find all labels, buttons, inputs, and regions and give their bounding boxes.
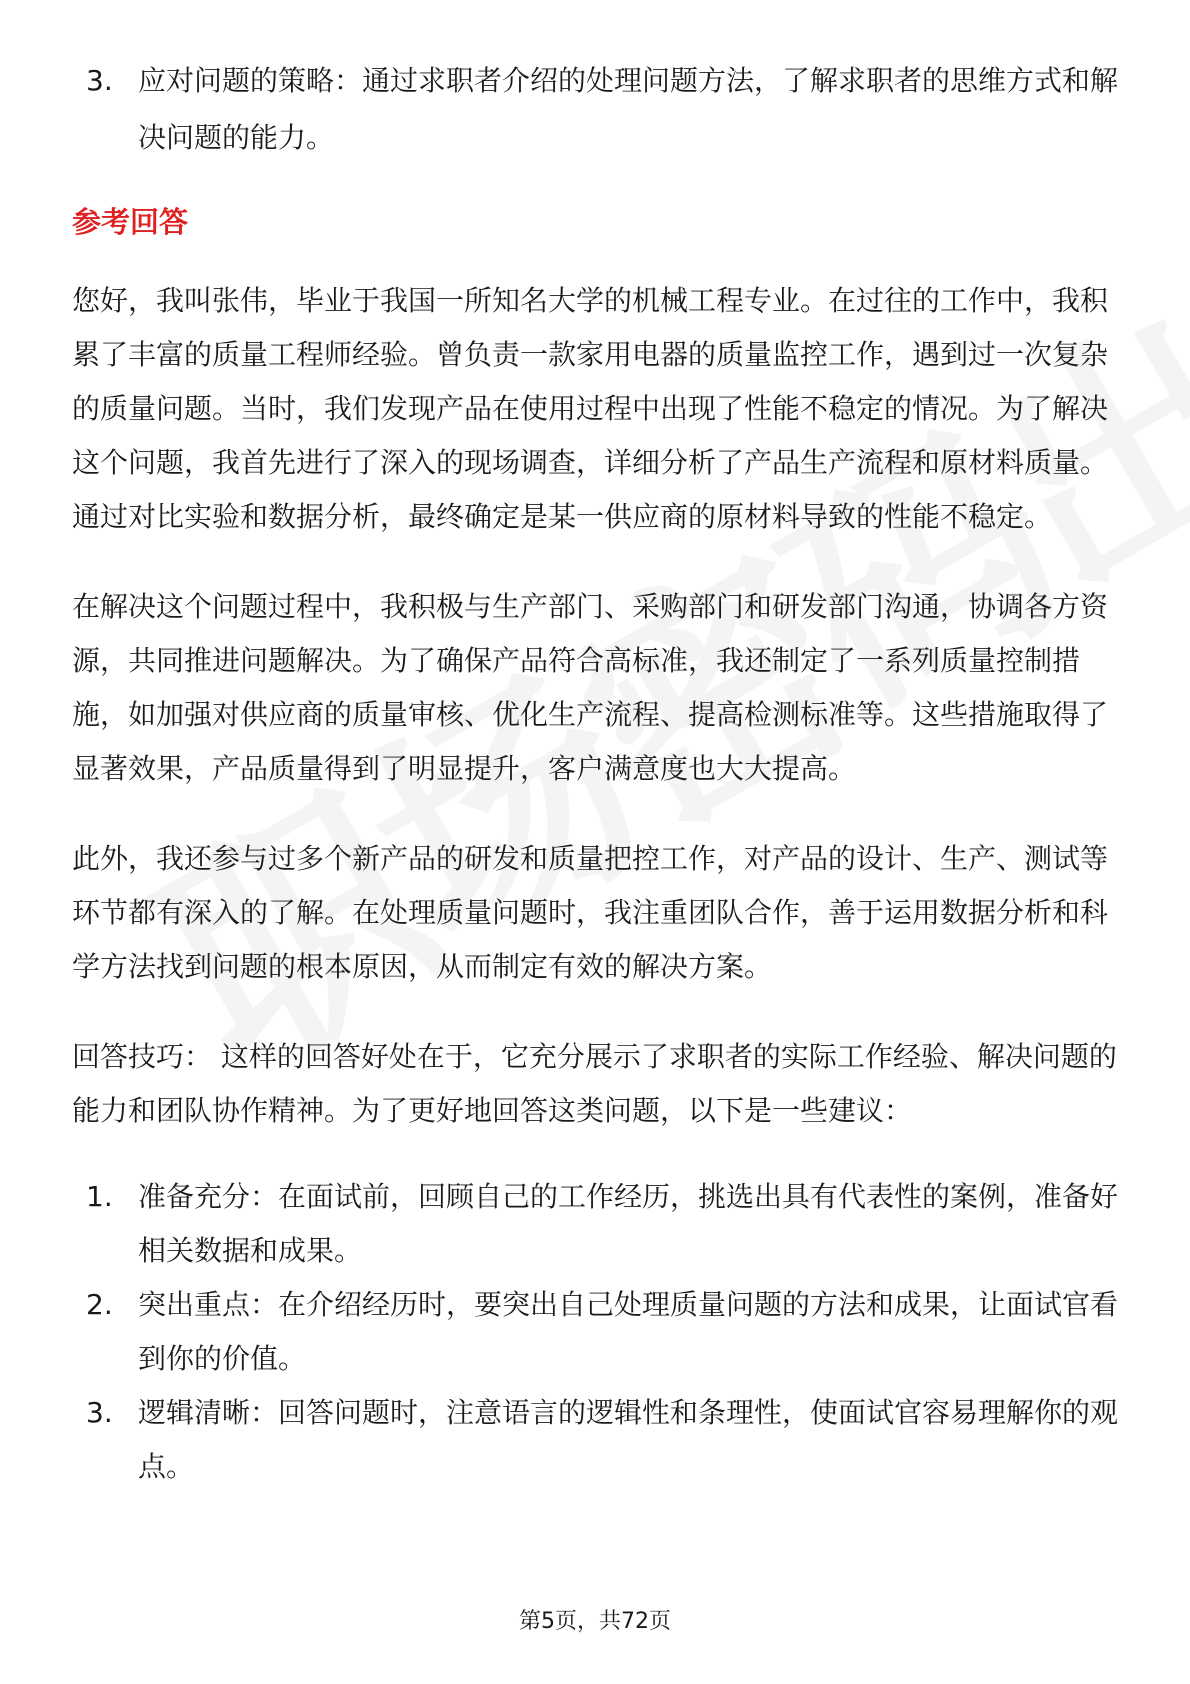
answer-tips-paragraph: 回答技巧： 这样的回答好处在于，它充分展示了求职者的实际工作经验、解决问题的能力和团队协作精神。为了更好地回答这类问题，以下是一些建议： [72, 1040, 1117, 1127]
list-text: 突出重点：在介绍经历时，要突出自己处理质量问题的方法和成果，让面试官看到你的价值。 [138, 1288, 1119, 1375]
section-heading: 参考回答 [72, 205, 189, 239]
list-item [72, 1278, 1122, 1386]
list-number: 1. [86, 1180, 113, 1213]
list-text: 逻辑清晰：回答问题时，注意语言的逻辑性和条理性，使面试官容易理解你的观点。 [138, 1396, 1119, 1483]
list-item [72, 1170, 1122, 1278]
list-item [72, 52, 1122, 166]
list-text: 准备充分：在面试前，回顾自己的工作经历，挑选出具有代表性的案例，准备好相关数据和成果。 [138, 1180, 1119, 1267]
intro-list [72, 52, 1122, 166]
list-item [72, 1386, 1122, 1494]
list-number: 3. [86, 64, 113, 97]
page-number: 第5页，共72页 [519, 1609, 671, 1634]
page-content [72, 52, 1122, 1494]
list-number: 2. [86, 1288, 113, 1321]
paragraph: 此外，我还参与过多个新产品的研发和质量把控工作，对产品的设计、生产、测试等环节都有深入的了解。在处理质量问题时，我注重团队合作，善于运用数据分析和科学方法找到问题的根本原因，从而制定有效的解决方案。 [72, 842, 1109, 983]
paragraph: 您好，我叫张伟，毕业于我国一所知名大学的机械工程专业。在过往的工作中，我积累了丰富的质量工程师经验。曾负责一款家用电器的质量监控工作，遇到过一次复杂的质量问题。当时，我们发现产品在使用过程中出现了性能不稳定的情况。为了解决这个问题，我首先进行了深入的现场调查，详细分析了产品生产流程和原材料质量。通过对比实验和数据分析，最终确定是某一供应商的原材料导致的性能不稳定。 [72, 284, 1109, 533]
tips-list [72, 1170, 1122, 1494]
list-text: 应对问题的策略：通过求职者介绍的处理问题方法，了解求职者的思维方式和解决问题的能力。 [138, 64, 1119, 154]
list-number: 3. [86, 1396, 113, 1429]
paragraph: 在解决这个问题过程中，我积极与生产部门、采购部门和研发部门沟通，协调各方资源，共同推进问题解决。为了确保产品符合高标准，我还制定了一系列质量控制措施，如加强对供应商的质量审核、优化生产流程、提高检测标准等。这些措施取得了显著效果，产品质量得到了明显提升，客户满意度也大大提高。 [72, 590, 1109, 785]
